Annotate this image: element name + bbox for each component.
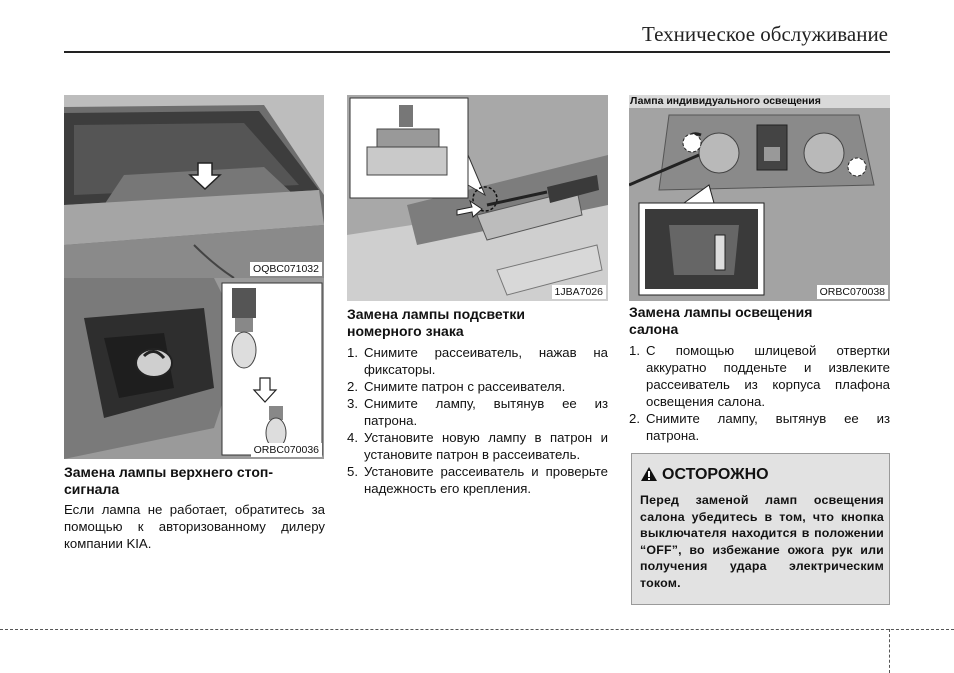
section-title-line: сигнала [64,481,120,497]
warning-box [631,453,890,605]
footer-dashed-rule [0,629,954,630]
list-item: 1. С помощью шлицевой отвертки аккуратно подденьте и извлеките рассеиватель из корпуса плафона освещения салона. [629,343,890,409]
brake-light-window-figure [64,95,324,278]
plate-lamp-steps [347,344,608,497]
warning-text: Перед заменой ламп освещения салона убедитесь в том, что кнопка выключателя находится в положении “OFF”, во избежание ожога рук или получения удара электрическим током. [640,493,884,590]
brake-bulb-illustration [64,278,324,459]
section-title-line: номерного знака [347,323,464,339]
plate-lamp-illustration [347,95,608,301]
list-item: 2. Снимите лампу, вытянув ее из патрона. [629,411,890,443]
header-rule [64,51,890,53]
section-title-line: Замена лампы освещения [629,304,813,320]
section-title-brake-light [64,464,326,498]
section-title-plate-lamp [347,306,609,340]
brake-light-paragraph: Если лампа не работает, обратитесь за помощью к авторизованному дилеру компании KIA. [64,502,325,551]
brake-bulb-figure [64,278,324,459]
warning-heading-text: ОСТОРОЖНО [662,466,769,483]
room-lamp-caption: Лампа индивидуального освещения [630,95,821,107]
section-title-line: салона [629,321,679,337]
section-title-line: Замена лампы подсветки [347,306,525,322]
list-item: 1. Снимите рассеиватель, нажав на фиксаторы. [347,345,608,377]
list-item: 2. Снимите патрон с рассеивателя. [347,379,566,394]
figure-code: 1JBA7026 [552,285,606,299]
brake-light-window-illustration [64,95,324,278]
list-item: 5. Установите рассеиватель и проверьте надежность его крепления. [347,464,608,496]
section-title-room-lamp [629,304,891,338]
section-title-line: Замена лампы верхнего стоп- [64,464,273,480]
figure-code: OQBC071032 [250,262,322,276]
room-lamp-illustration [629,95,890,301]
list-item: 3. Снимите лампу, вытянув ее из патрона. [347,396,608,428]
warning-triangle-icon [640,466,658,482]
list-item: 4. Установите новую лампу в патрон и установите патрон в рассеиватель. [347,430,608,462]
room-lamp-figure [629,95,890,301]
figure-code: ORBC070036 [251,443,322,457]
plate-lamp-figure [347,95,608,301]
room-lamp-steps [629,342,890,444]
footer-vertical-rule [889,629,890,673]
page-header-title: Техническое обслуживание [642,22,888,46]
warning-heading [640,466,769,484]
figure-code: ORBC070038 [817,285,888,299]
